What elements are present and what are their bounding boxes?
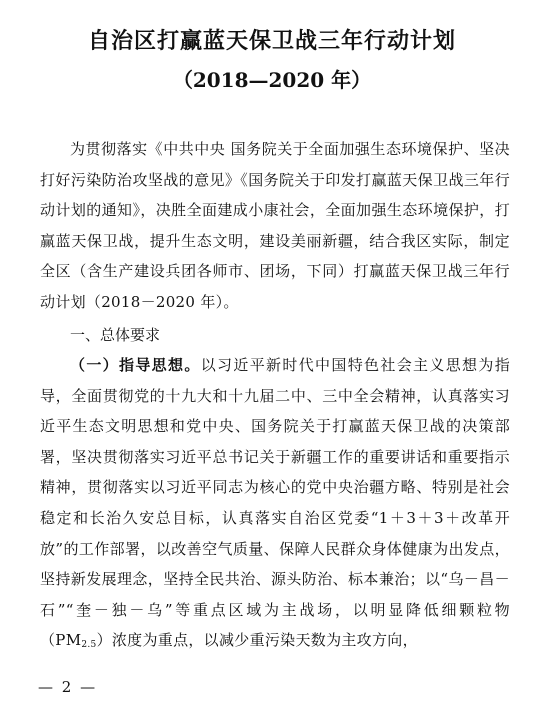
document-title: 自治区打赢蓝天保卫战三年行动计划 [87, 28, 456, 54]
guiding-text-main: 以习近平新时代中国特色社会主义思想为指导，全面贯彻党的十九大和十九届二中、三中全会精神，认真落实习近平生态文明思想和党中央、国务院关于打赢蓝天保卫战的决策部署，坚决贯彻落实习近平总书记关于新疆工作的重要讲话和重要指示精神，贯彻落实以习近平同志为核心的党中央治疆方略、特别是社会稳定和长治久安总目标，认真落实自治区党委“1＋3＋3＋改革开放”的工作部署，以改善空气质量、保障人民群众身体健康为出发点，坚持新发展理念，坚持全民共治、源头防治、标本兼治；以“乌－昌－石”“奎－独－乌”等重点区域为主战场，以明显降低细颗粒物（PM [40, 356, 511, 650]
guiding-label: （一）指导思想。 [70, 356, 201, 374]
guiding-text-tail: ）浓度为重点，以减少重污染天数为主攻方向， [96, 631, 418, 650]
page-number: — 2 — [38, 678, 98, 696]
section-heading: 一、总体要求 [70, 326, 161, 344]
guiding-paragraph [40, 350, 510, 661]
document-subtitle: （2018—2020 年） [172, 68, 372, 92]
pm-subscript: 2.5 [81, 640, 97, 651]
intro-paragraph: 为贯彻落实《中共中央 国务院关于全面加强生态环境保护、坚决打好污染防治攻坚战的意见》《国务院关于印发打赢蓝天保卫战三年行动计划的通知》，决胜全面建成小康社会，全面加强生态环境保护，打赢蓝天保卫战，提升生态文明，建设美丽新疆，结合我区实际，制定全区（含生产建设兵团各师市、团场，下同）打赢蓝天保卫战三年行动计划（2018－2020 年）。 [40, 140, 510, 311]
